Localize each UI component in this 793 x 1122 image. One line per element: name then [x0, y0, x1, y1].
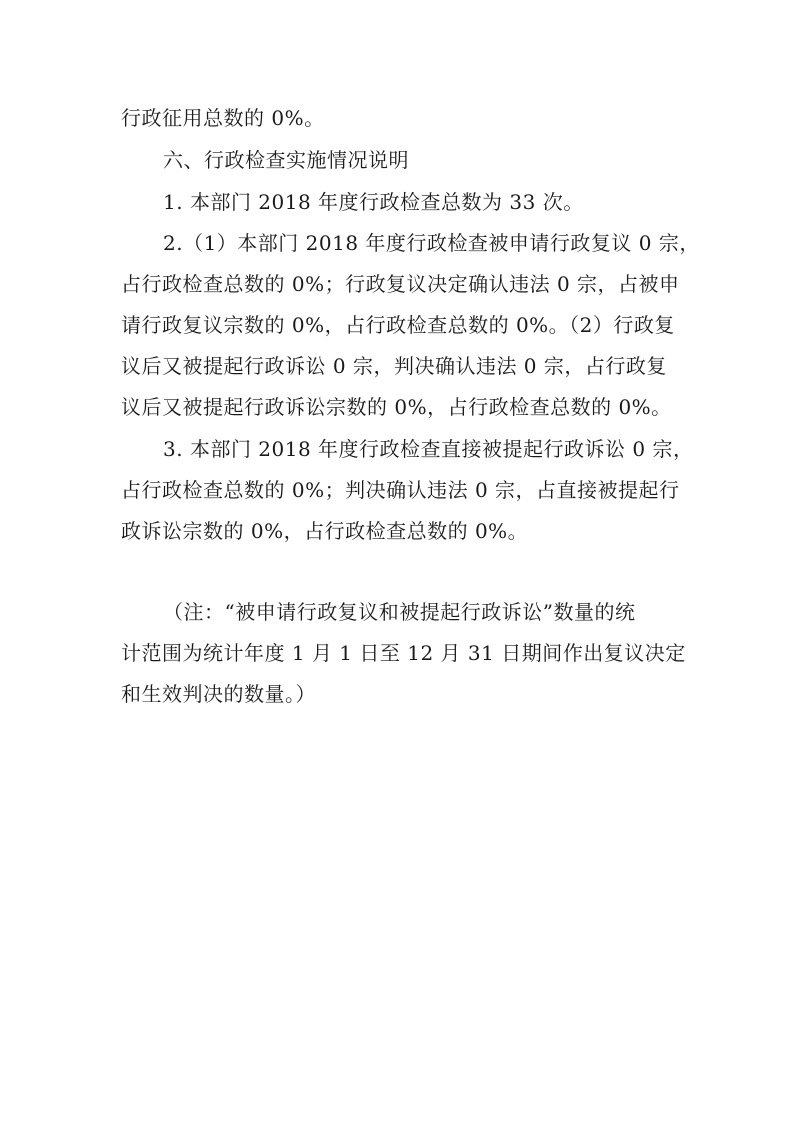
paragraph-line: 3. 本部门 2018 年度行政检查直接被提起行政诉讼 0 宗，	[163, 437, 694, 461]
note-line: 计范围为统计年度 1 月 1 日至 12 月 31 日期间作出复议决定	[121, 641, 686, 665]
paragraph-line: 1. 本部门 2018 年度行政检查总数为 33 次。	[163, 190, 584, 214]
paragraph-line: 占行政检查总数的 0%；行政复议决定确认违法 0 宗，占被申	[121, 272, 680, 296]
paragraph-line: 行政征用总数的 0%。	[121, 106, 325, 130]
section-heading: 六、行政检查实施情况说明	[163, 148, 409, 172]
paragraph-line: 议后又被提起行政诉讼 0 宗，判决确认违法 0 宗，占行政复	[121, 354, 667, 378]
paragraph-line: 占行政检查总数的 0%；判决确认违法 0 宗，占直接被提起行	[121, 478, 680, 502]
paragraph-line: 2.（1）本部门 2018 年度行政检查被申请行政复议 0 宗，	[163, 231, 700, 255]
paragraph-line: 议后又被提起行政诉讼宗数的 0%，占行政检查总数的 0%。	[121, 395, 672, 419]
note-line: （注：“被申请行政复议和被提起行政诉讼”数量的统	[163, 600, 636, 624]
paragraph-line: 政诉讼宗数的 0%，占行政检查总数的 0%。	[121, 519, 529, 543]
paragraph-line: 请行政复议宗数的 0%，占行政检查总数的 0%。（2）行政复	[121, 313, 675, 337]
note-line: 和生效判决的数量。）	[121, 682, 316, 706]
